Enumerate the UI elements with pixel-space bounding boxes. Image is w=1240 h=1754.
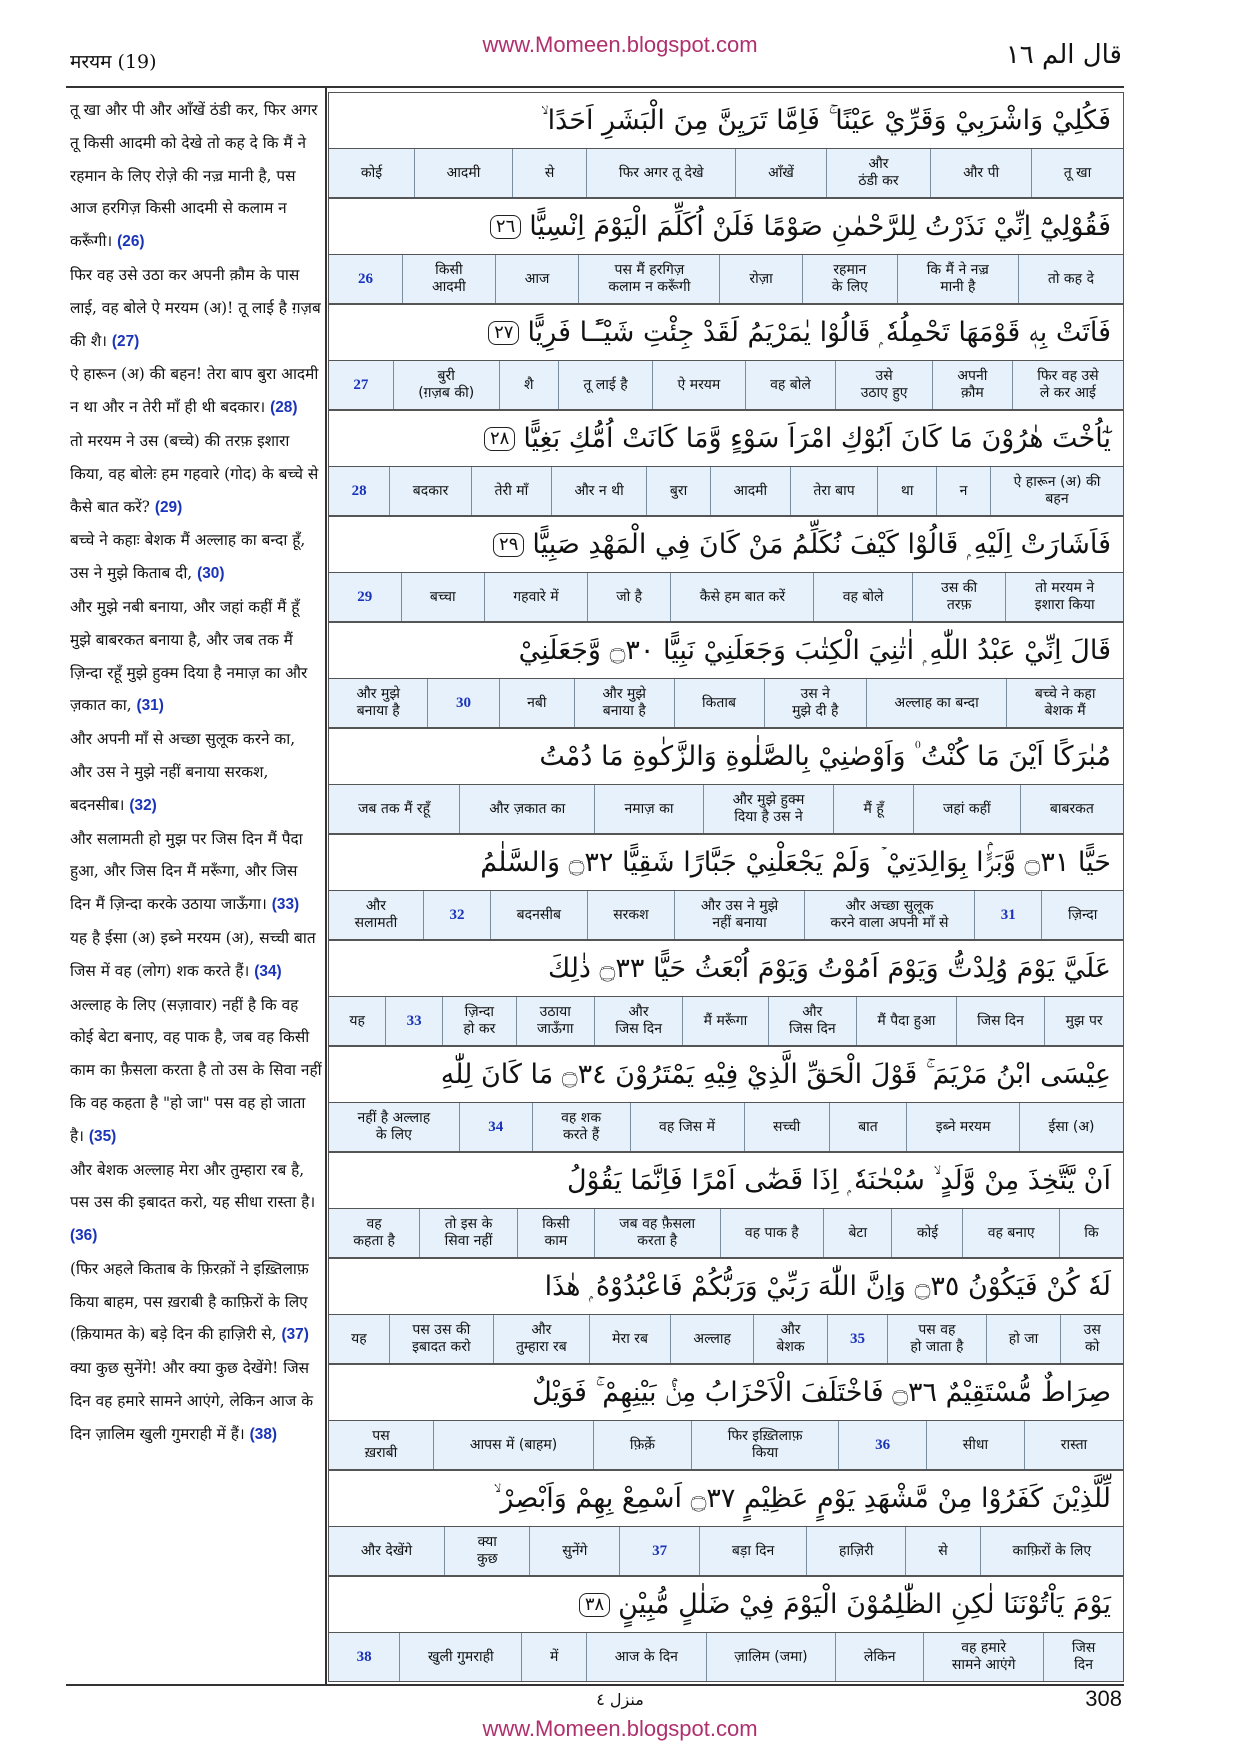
- ayah-number-marker: ٣٨: [579, 1593, 610, 1617]
- word-cell: ज़िन्दा हो कर: [442, 997, 516, 1045]
- word-cell: और जिस दिन: [768, 997, 856, 1045]
- arabic-line: [328, 198, 1124, 254]
- translation-paragraph: [70, 259, 322, 358]
- word-by-word-grid: [328, 92, 1124, 1682]
- arabic-text: فَاَشَارَتْ اِلَيْهِ ۭ قَالُوْا كَيْفَ نُكَلِّمُ مَنْ كَانَ فِي الْمَهْدِ صَبِيًّا: [532, 528, 1111, 560]
- word-cell: तेरा बाप: [790, 467, 878, 515]
- word-cell: जहां कहीं: [913, 785, 1020, 833]
- word-cell: नहीं है अल्लाह के लिए: [357, 1110, 431, 1143]
- word-cell: और न थी: [551, 467, 646, 515]
- word-cell: और उस ने मुझे नहीं बनाया: [674, 891, 804, 939]
- word-cell: मैं मरूँगा: [682, 997, 767, 1045]
- word-cell: वह बनाए: [962, 1209, 1059, 1257]
- word-cell: बदकार: [389, 467, 471, 515]
- word-cell: वह जिस में: [630, 1103, 744, 1151]
- word-cell: ईसा (अ): [1019, 1103, 1123, 1151]
- verse-number-cell: 26: [358, 270, 374, 287]
- word-cell: बच्चा: [401, 573, 484, 621]
- arabic-text: يَوْمَ يَاْتُوْنَنَا لٰكِنِ الظّٰلِمُوْنَ الْيَوْمَ فِيْ ضَلٰلٍ مُّبِيْنٍ: [618, 1589, 1111, 1620]
- translation-text: (फिर अहले किताब के फ़िरक़ों ने इख़्तिलाफ़ किया बाहम, पस ख़राबी है काफ़िरों के लिए (क़ियामत के) बड़े दिन की हाज़िरी से,: [70, 1259, 309, 1344]
- word-translation-row: [328, 1102, 1124, 1152]
- word-cell: मुझ पर: [1044, 997, 1123, 1045]
- word-cell: तेरी माँ: [471, 467, 551, 515]
- verse-number: (35): [88, 1127, 117, 1145]
- word-cell: और बेशक: [753, 1315, 827, 1363]
- translation-text: तो मरयम ने उस (बच्चे) की तरफ़ इशारा किया, वह बोलेः हम गहवारे (गोद) के बच्चे से कैसे बात करें?: [70, 431, 319, 516]
- word-translation-row: [328, 360, 1124, 410]
- translation-text: और सलामती हो मुझ पर जिस दिन मैं पैदा हुआ, और जिस दिन मैं मरूँगा, और जिस दिन मैं ज़िन्दा करके उठाया जाऊँगा।: [70, 829, 303, 914]
- translation-paragraph: [70, 823, 322, 922]
- word-translation-row: [328, 148, 1124, 198]
- translation-paragraph: [70, 989, 322, 1154]
- word-cell: आज के दिन: [586, 1633, 706, 1681]
- top-rule: [66, 86, 1124, 88]
- word-cell: पस मैं हरगिज़ कलाम न करूँगी: [578, 255, 719, 303]
- word-cell: जिस दिन: [1043, 1633, 1123, 1681]
- word-cell: वह बोले: [745, 361, 836, 409]
- word-cell: सच्ची: [744, 1103, 829, 1151]
- arabic-text: مُبٰرَكًا اَيْنَ مَا كُنْتُ ۠ وَاَوْصٰنِيْ بِالصَّلٰوةِ وَالزَّكٰوةِ مَا دُمْتُ: [539, 740, 1111, 772]
- word-cell: बुरा: [646, 467, 710, 515]
- word-cell: आपस में (बाहम): [433, 1421, 593, 1469]
- hindi-translation-column: [70, 94, 322, 1452]
- verse-number: (38): [249, 1425, 278, 1443]
- translation-paragraph: [70, 1253, 322, 1352]
- verse-block: [328, 304, 1124, 410]
- verse-number: (27): [111, 332, 140, 350]
- word-cell: कि: [1059, 1209, 1123, 1257]
- word-cell: और मुझे बनाया है: [356, 686, 400, 719]
- verse-block: [328, 728, 1124, 834]
- verse-number-cell: 30: [427, 679, 498, 727]
- word-cell: रहमान के लिए: [802, 255, 897, 303]
- arabic-line: [328, 1576, 1124, 1632]
- arabic-line: [328, 622, 1124, 678]
- verse-number: (37): [281, 1326, 309, 1344]
- word-cell: बदनसीब: [490, 891, 587, 939]
- word-cell: तो इस के सिवा नहीं: [419, 1209, 516, 1257]
- word-cell: तू लाई है: [558, 361, 652, 409]
- word-cell: यह: [349, 1012, 365, 1029]
- word-translation-row: [328, 678, 1124, 728]
- word-cell: और अच्छा सुलूक करने वाला अपनी माँ से: [804, 891, 974, 939]
- word-cell: क्या कुछ: [444, 1527, 529, 1575]
- ayah-number-marker: ٢٨: [484, 427, 515, 451]
- word-cell: अपनी क़ौम: [932, 361, 1012, 409]
- word-cell: फिर वह उसे ले कर आई: [1012, 361, 1123, 409]
- header-url[interactable]: www.Momeen.blogspot.com: [482, 32, 758, 57]
- word-cell: किसी आदमी: [402, 255, 495, 303]
- word-cell: किसी काम: [517, 1209, 594, 1257]
- word-cell: फ़िर्क़े: [593, 1421, 691, 1469]
- word-cell: बाबरकत: [1020, 785, 1123, 833]
- verse-block: [328, 834, 1124, 940]
- translation-text: यह है ईसा (अ) इब्ने मरयम (अ), सच्ची बात जिस में वह (लोग) शक करते हैं।: [70, 928, 316, 980]
- word-cell: हाज़िरी: [806, 1527, 905, 1575]
- verse-block: [328, 1046, 1124, 1152]
- word-cell: सरकश: [587, 891, 675, 939]
- word-cell: तू खा: [1031, 149, 1123, 197]
- translation-paragraph: [70, 425, 322, 524]
- word-cell: उठाया जाऊँगा: [516, 997, 594, 1045]
- word-translation-row: [328, 1420, 1124, 1470]
- word-cell: तो मरयम ने इशारा किया: [1005, 573, 1123, 621]
- translation-paragraph: [70, 1352, 322, 1451]
- word-cell: ज़ालिम (जमा): [706, 1633, 836, 1681]
- translation-text: क्या कुछ सुनेंगे! और क्या कुछ देखेंगे! जिस दिन वह हमारे सामने आएंगे, लेकिन आज के दिन ज़ालिम खुली गुमराही में हैं।: [70, 1359, 314, 1443]
- word-cell: पस ख़राबी: [364, 1428, 398, 1461]
- verse-number-cell: 34: [459, 1103, 532, 1151]
- word-cell: और मुझे हुक्म दिया है उस ने: [703, 785, 834, 833]
- word-cell: उस ने मुझे दी है: [764, 679, 866, 727]
- word-cell: बेटा: [823, 1209, 891, 1257]
- word-cell: वह बोले: [813, 573, 911, 621]
- arabic-line: [328, 1046, 1124, 1102]
- verse-number: (26): [117, 233, 145, 251]
- word-cell: कि मैं ने नज़्र मानी है: [897, 255, 1018, 303]
- word-cell: इब्ने मरयम: [906, 1103, 1019, 1151]
- manzil-label: منزل ٤: [596, 1690, 644, 1709]
- word-cell: और ठंडी कर: [826, 149, 931, 197]
- word-cell: काफ़िरों के लिए: [980, 1527, 1123, 1575]
- word-cell: बात: [829, 1103, 907, 1151]
- verse-number-cell: 31: [974, 891, 1041, 939]
- header-juz: قال الم ١٦: [1005, 40, 1122, 70]
- verse-block: [328, 940, 1124, 1046]
- verse-number-cell: 32: [423, 891, 490, 939]
- verse-number: (32): [129, 796, 157, 814]
- verse-number-cell: 36: [838, 1421, 926, 1469]
- arabic-line: [328, 410, 1124, 466]
- word-cell: जो है: [587, 573, 671, 621]
- word-cell: मैं पैदा हुआ: [856, 997, 956, 1045]
- translation-text: और मुझे नबी बनाया, और जहां कहीं मैं हूँ मुझे बाबरकत बनाया है, और जब तक मैं ज़िन्दा रहूँ मुझे हुक्म दिया है नमाज़ का और ज़कात का,: [70, 597, 308, 715]
- word-cell: बुरी (ग़ज़ब की): [393, 361, 499, 409]
- word-cell: में: [521, 1633, 586, 1681]
- word-cell: आँखें: [735, 149, 825, 197]
- verse-block: [328, 198, 1124, 304]
- word-cell: ऐ मरयम: [652, 361, 745, 409]
- translation-paragraph: [70, 1154, 322, 1253]
- word-translation-row: [328, 784, 1124, 834]
- translation-text: और अपनी माँ से अच्छा सुलूक करने का, और उस ने मुझे नहीं बनाया सरकश, बदनसीब।: [70, 730, 296, 814]
- verse-number: (30): [197, 565, 225, 583]
- word-cell: पस वह हो जाता है: [887, 1315, 985, 1363]
- word-cell: आदमी: [414, 149, 512, 197]
- arabic-text: اَنْ يَّتَّخِذَ مِنْ وَّلَدٍ ۙ سُبْحٰنَهٗ ۭ اِذَا قَضٰٓى اَمْرًا فَاِنَّمَا يَقُوْلُ: [566, 1164, 1111, 1196]
- arabic-text: فَاَتَتْ بِهٖ قَوْمَهَا تَحْمِلُهٗ ۭ قَالُوْا يٰمَرْيَمُ لَقَدْ جِئْتِ شَيْـًٔـا فَرِيًّا: [527, 316, 1111, 348]
- footer-url[interactable]: www.Momeen.blogspot.com: [482, 1716, 758, 1741]
- bottom-rule: [66, 1684, 1124, 1686]
- word-cell: मेरा रब: [589, 1315, 670, 1363]
- translation-text: ऐ हारून (अ) की बहन! तेरा बाप बुरा आदमी न था और न तेरी माँ ही थी बदकार।: [70, 365, 319, 417]
- word-cell: न: [936, 467, 990, 515]
- header-surah: मरयम (19): [70, 51, 157, 73]
- arabic-text: يٰٓاُخْتَ هٰرُوْنَ مَا كَانَ اَبُوْكِ امْرَاَ سَوْءٍ وَّمَا كَانَتْ اُمُّكِ بَغِيًّا: [523, 423, 1111, 454]
- verse-number: (31): [136, 697, 164, 715]
- word-translation-row: [328, 890, 1124, 940]
- verse-block: [328, 1364, 1124, 1470]
- word-cell: उस को: [1060, 1315, 1123, 1363]
- word-cell: बच्चे ने कहा बेशक मैं: [1006, 679, 1123, 727]
- verse-block: [328, 622, 1124, 728]
- word-translation-row: [328, 1526, 1124, 1576]
- verse-block: [328, 1152, 1124, 1258]
- word-cell: नमाज़ का: [594, 785, 702, 833]
- word-cell: लेकिन: [835, 1633, 923, 1681]
- arabic-text: لَهٗ كُنْ فَيَكُوْنُ ۝٣٥ وَاِنَّ اللّٰهَ رَبِّيْ وَرَبُّكُمْ فَاعْبُدُوْهُ ۭ هٰذَا: [544, 1270, 1111, 1302]
- verse-number-cell: 27: [353, 376, 369, 393]
- word-cell: सीधा: [926, 1421, 1024, 1469]
- word-cell: और देखेंगे: [360, 1542, 413, 1559]
- verse-block: [328, 1470, 1124, 1576]
- arabic-line: [328, 516, 1124, 572]
- arabic-line: [328, 940, 1124, 996]
- word-cell: आदमी: [710, 467, 790, 515]
- word-cell: बड़ा दिन: [699, 1527, 806, 1575]
- word-cell: वह कहता है: [353, 1216, 395, 1249]
- word-cell: अल्लाह का बन्दा: [866, 679, 1006, 727]
- verse-number-cell: 37: [619, 1527, 699, 1575]
- verse-block: [328, 1576, 1124, 1682]
- word-cell: और तुम्हारा रब: [493, 1315, 589, 1363]
- word-cell: आज: [495, 255, 579, 303]
- ayah-number-marker: ٢٩: [493, 533, 524, 557]
- arabic-text: لِّلَّذِيْنَ كَفَرُوْا مِنْ مَّشْهَدِ يَوْمٍ عَظِيْمٍ ۝٣٧ اَسْمِعْ بِهِمْ وَاَبْصِرْ ۙ: [493, 1482, 1111, 1514]
- arabic-line: [328, 1364, 1124, 1420]
- page-number: 308: [1085, 1686, 1122, 1711]
- word-cell: ज़िन्दा: [1041, 891, 1123, 939]
- translation-text: फिर वह उसे उठा कर अपनी क़ौम के पास लाई, वह बोले ऐ मरयम (अ)! तू लाई है ग़ज़ब की शै।: [70, 265, 321, 350]
- word-cell: फिर इख़्तिलाफ़ किया: [691, 1421, 838, 1469]
- arabic-line: [328, 92, 1124, 148]
- word-translation-row: [328, 996, 1124, 1046]
- arabic-line: [328, 728, 1124, 784]
- verse-block: [328, 516, 1124, 622]
- translation-paragraph: [70, 524, 322, 591]
- translation-paragraph: [70, 94, 322, 259]
- translation-text: तू खा और पी और आँखें ठंडी कर, फिर अगर तू किसी आदमी को देखे तो कह दे कि मैं ने रहमान के लिए रोज़े की नज़्र मानी है, पस आज हरगिज़ किसी आदमी से कलाम न करूँगी।: [70, 101, 318, 251]
- word-cell: कैसे हम बात करें: [670, 573, 813, 621]
- word-cell: खुली गुमराही: [399, 1633, 521, 1681]
- word-translation-row: [328, 1314, 1124, 1364]
- word-cell: जिस दिन: [956, 997, 1044, 1045]
- verse-block: [328, 92, 1124, 198]
- arabic-text: عِيْسَى ابْنُ مَرْيَمَ ۚ قَوْلَ الْحَقِّ الَّذِيْ فِيْهِ يَمْتَرُوْنَ ۝٣٤ مَا كَانَ لِلّٰهِ: [440, 1058, 1111, 1090]
- word-cell: अल्लाह: [670, 1315, 753, 1363]
- verse-number-cell: 33: [385, 997, 442, 1045]
- word-cell: हो जा: [986, 1315, 1061, 1363]
- word-cell: मैं हूँ: [833, 785, 912, 833]
- word-cell: जब वह फ़ैसला करता है: [594, 1209, 720, 1257]
- word-cell: नबी: [499, 679, 574, 727]
- word-cell: शै: [499, 361, 558, 409]
- word-cell: से: [905, 1527, 979, 1575]
- verse-number-cell: 38: [356, 1648, 372, 1665]
- word-cell: रास्ता: [1024, 1421, 1123, 1469]
- word-cell: कोई: [360, 164, 383, 181]
- word-cell: गहवारे में: [484, 573, 587, 621]
- word-cell: से: [512, 149, 586, 197]
- word-translation-row: [328, 466, 1124, 516]
- translation-text: और बेशक अल्लाह मेरा और तुम्हारा रब है, पस उस की इबादत करो, यह सीधा रास्ता है।: [70, 1160, 316, 1212]
- word-translation-row: [328, 1632, 1124, 1682]
- word-cell: और सलामती: [354, 898, 398, 931]
- translation-text: अल्लाह के लिए (सज़ावार) नहीं है कि वह कोई बेटा बनाए, वह पाक है, जब वह किसी काम का फ़ैसला करता है तो उस के सिवा नहीं कि वह कहता है "हो जा" पस वह हो जाता है।: [70, 995, 322, 1145]
- arabic-line: [328, 1470, 1124, 1526]
- word-cell: वह हमारे सामने आएंगे: [923, 1633, 1043, 1681]
- verse-number: (36): [70, 1227, 98, 1245]
- verse-block: [328, 410, 1124, 516]
- word-cell: और मुझे बनाया है: [574, 679, 674, 727]
- word-cell: और जिस दिन: [594, 997, 682, 1045]
- verse-number: (28): [270, 399, 298, 417]
- verse-number: (33): [271, 896, 300, 914]
- word-cell: रोज़ा: [719, 255, 801, 303]
- word-cell: यह: [351, 1330, 367, 1347]
- translation-paragraph: [70, 723, 322, 822]
- arabic-line: [328, 1152, 1124, 1208]
- translation-paragraph: [70, 591, 322, 723]
- column-divider: [325, 88, 327, 1684]
- word-cell: और ज़कात का: [459, 785, 594, 833]
- word-cell: कोई: [891, 1209, 962, 1257]
- word-translation-row: [328, 1208, 1124, 1258]
- word-cell: ऐ हारून (अ) की बहन: [990, 467, 1123, 515]
- arabic-line: [328, 1258, 1124, 1314]
- verse-number: (29): [154, 498, 183, 516]
- verse-number-cell: 29: [357, 588, 373, 605]
- verse-block: [328, 1258, 1124, 1364]
- word-cell: उसे उठाए हुए: [835, 361, 932, 409]
- arabic-text: حَيًّا ۝٣١ وَّبَرًّۢا بِوَالِدَتِيْ ۡ وَلَمْ يَجْعَلْنِيْ جَبَّارًا شَقِيًّا ۝٣٢ وَالسَّلٰمُ: [480, 846, 1111, 878]
- word-cell: था: [877, 467, 936, 515]
- verse-number-cell: 35: [827, 1315, 887, 1363]
- arabic-text: فَكُلِيْ وَاشْرَبِيْ وَقَرِّيْ عَيْنًا ۚ فَاِمَّا تَرَيِنَّ مِنَ الْبَشَرِ اَحَدًا ۙ: [540, 104, 1111, 136]
- ayah-number-marker: ٢٧: [488, 321, 519, 345]
- word-cell: उस की तरफ़: [912, 573, 1006, 621]
- word-cell: फिर अगर तू देखे: [586, 149, 735, 197]
- word-cell: वह पाक है: [720, 1209, 824, 1257]
- arabic-text: فَقُوْلِيْٓ اِنِّيْ نَذَرْتُ لِلرَّحْمٰنِ صَوْمًا فَلَنْ اُكَلِّمَ الْيَوْمَ اِنْسِيًّا: [529, 211, 1111, 242]
- verse-number: (34): [254, 962, 282, 980]
- word-cell: तो कह दे: [1018, 255, 1123, 303]
- word-cell: वह शक करते हैं: [532, 1103, 630, 1151]
- word-cell: पस उस की इबादत करो: [389, 1315, 493, 1363]
- arabic-text: صِرَاطٌ مُّسْتَقِيْمٌ ۝٣٦ فَاخْتَلَفَ الْاَحْزَابُ مِنْۢ بَيْنِهِمْ ۚ فَوَيْلٌ: [532, 1376, 1111, 1408]
- translation-paragraph: [70, 922, 322, 989]
- verse-number-cell: 28: [351, 482, 367, 499]
- ayah-number-marker: ٢٦: [490, 215, 521, 239]
- arabic-line: [328, 304, 1124, 360]
- word-translation-row: [328, 572, 1124, 622]
- arabic-text: قَالَ اِنِّيْ عَبْدُ اللّٰهِ ۭ اٰتٰنِيَ الْكِتٰبَ وَجَعَلَنِيْ نَبِيًّا ۝٣٠ وَّجَعَلَنِيْ: [518, 634, 1111, 666]
- translation-paragraph: [70, 358, 322, 425]
- word-cell: किताब: [674, 679, 764, 727]
- word-cell: जब तक मैं रहूँ: [358, 800, 431, 817]
- word-cell: और पी: [930, 149, 1031, 197]
- arabic-text: عَلَيَّ يَوْمَ وُلِدْتُّ وَيَوْمَ اَمُوْتُ وَيَوْمَ اُبْعَثُ حَيًّا ۝٣٣ ذٰلِكَ: [547, 953, 1111, 984]
- arabic-line: [328, 834, 1124, 890]
- word-cell: सुनेंगे: [529, 1527, 619, 1575]
- word-translation-row: [328, 254, 1124, 304]
- translation-text: बच्चे ने कहाः बेशक मैं अल्लाह का बन्दा हूँ, उस ने मुझे किताब दी,: [70, 531, 306, 583]
